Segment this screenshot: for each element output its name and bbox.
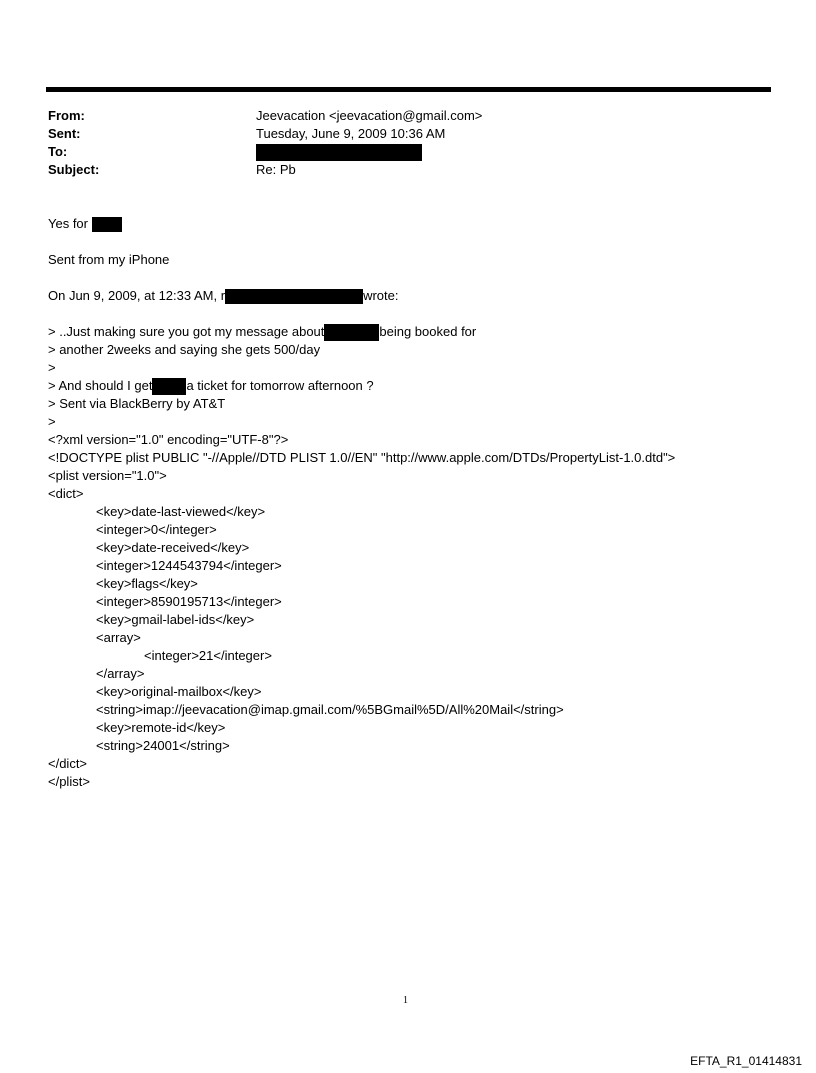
redaction-box [256,144,422,161]
xml-line: <array> [96,630,141,645]
xml-line: <!DOCTYPE plist PUBLIC "-//Apple//DTD PLIST 1.0//EN" "http://www.apple.com/DTDs/PropertyList-1.0.dtd"> [48,450,676,465]
quoted-line: > [48,360,56,375]
quoted-line [48,323,476,341]
xml-line: <key>remote-id</key> [96,720,226,735]
xml-line: </array> [96,666,145,681]
from-label: From: [48,108,85,123]
xml-line: <key>date-last-viewed</key> [96,504,266,519]
quote-intro-prefix: On Jun 9, 2009, at 12:33 AM, r [48,288,226,303]
page-number: 1 [403,995,408,1006]
quoted-line: > Sent via BlackBerry by AT&T [48,396,226,411]
xml-line: <?xml version="1.0" encoding="UTF-8"?> [48,432,289,447]
quote-intro-line [48,287,398,305]
quoted-text: a ticket for tomorrow afternoon ? [186,378,374,393]
xml-line: <dict> [48,486,84,501]
sent-label: Sent: [48,126,81,141]
subject-value: Re: Pb [256,162,296,177]
quoted-text: > ..Just making sure you got my message about [48,324,325,339]
xml-line: <string>imap://jeevacation@imap.gmail.com/%5BGmail%5D/All%20Mail</string> [96,702,564,717]
signature-line: Sent from my iPhone [48,252,170,267]
redaction-box [152,378,186,395]
xml-line: <key>date-received</key> [96,540,250,555]
xml-line: <integer>21</integer> [144,648,272,663]
xml-line: </dict> [48,756,88,771]
quoted-text: being booked for [379,324,477,339]
xml-line: <integer>0</integer> [96,522,217,537]
xml-line: <integer>8590195713</integer> [96,594,282,609]
sent-value: Tuesday, June 9, 2009 10:36 AM [256,126,446,141]
reply-line [48,215,122,233]
redaction-box [92,217,122,232]
bates-number: EFTA_R1_01414831 [690,1054,802,1068]
subject-label: Subject: [48,162,100,177]
redaction-box [225,289,363,304]
xml-line: <integer>1244543794</integer> [96,558,282,573]
to-value [256,143,422,161]
to-label: To: [48,144,68,159]
xml-line: <plist version="1.0"> [48,468,167,483]
xml-line: <key>original-mailbox</key> [96,684,262,699]
header-rule [46,87,771,92]
xml-line: <key>gmail-label-ids</key> [96,612,255,627]
quote-intro-suffix: wrote: [363,288,399,303]
redaction-box [324,324,379,341]
quoted-line [48,377,374,395]
quoted-line: > another 2weeks and saying she gets 500/day [48,342,321,357]
quoted-text: > And should I get [48,378,153,393]
xml-line: <key>flags</key> [96,576,198,591]
from-value: Jeevacation <jeevacation@gmail.com> [256,108,483,123]
reply-text: Yes for [48,216,92,231]
quoted-line: > [48,414,56,429]
xml-line: </plist> [48,774,90,789]
xml-line: <string>24001</string> [96,738,230,753]
